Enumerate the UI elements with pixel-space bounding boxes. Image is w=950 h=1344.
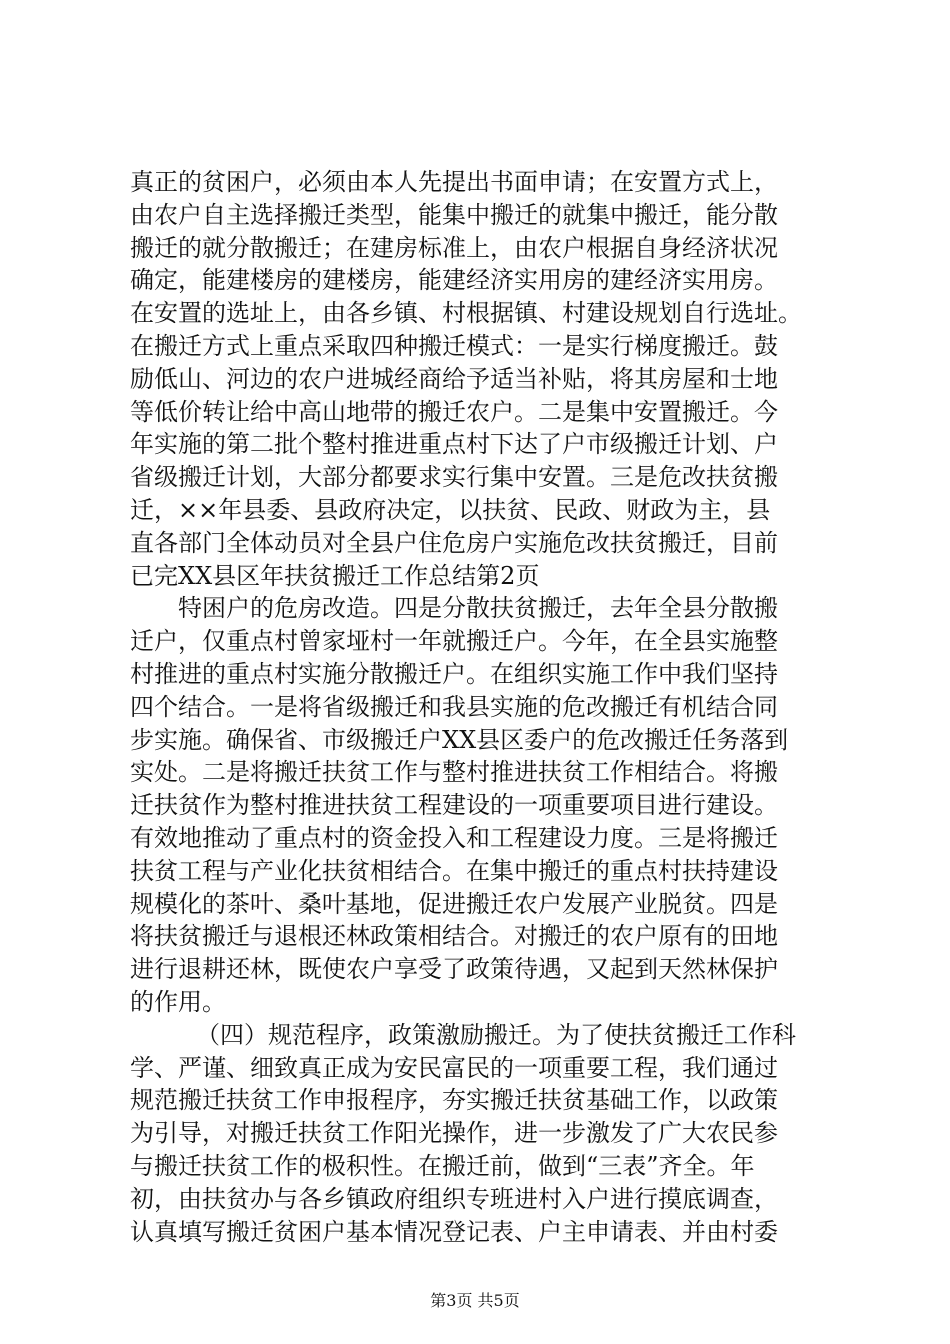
text-line: 励低山、河边的农户进城经商给予适当补贴，将其房屋和士地 — [130, 364, 778, 393]
page-footer — [0, 1288, 950, 1311]
text-line: 学、严谨、细致真正成为安民富民的一项重要工程，我们通过 — [130, 1053, 778, 1082]
text-line: 省级搬迁计划，大部分都要求实行集中安置。三是危改扶贫搬 — [130, 463, 778, 492]
text-line: 实处。二是将搬迁扶贫工作与整村推进扶贫工作相结合。将搬 — [130, 758, 778, 787]
text-line: 认真填写搬迁贫困户基本情况登记表、户主申请表、并由村委 — [130, 1217, 778, 1246]
text-line: 在安置的选址上，由各乡镇、村根据镇、村建设规划自行选址。 — [130, 299, 802, 328]
text-line: 迁户，仅重点村曾家垭村一年就搬迁户。今年，在全县实施整 — [130, 627, 778, 656]
text-line: 规模化的茶叶、桑叶基地，促进搬迁农户发展产业脱贫。四是 — [130, 889, 778, 918]
page-number: 第3页 共5页 — [430, 1291, 520, 1310]
text-line: 扶贫工程与产业化扶贫相结合。在集中搬迁的重点村扶持建设 — [130, 856, 778, 885]
text-line: 在搬迁方式上重点采取四种搬迁模式：一是实行梯度搬迁。鼓 — [130, 331, 778, 360]
text-line: 为引导，对搬迁扶贫工作阳光操作，进一步激发了广大农民参 — [130, 1119, 778, 1148]
text-line: 初，由扶贫办与各乡镇政府组织专班进村入户进行摸底调查， — [130, 1184, 778, 1213]
text-line: 已完XX县区年扶贫搬迁工作总结第2页 — [130, 561, 540, 590]
text-line: 由农户自主选择搬迁类型，能集中搬迁的就集中搬迁，能分散 — [130, 200, 778, 229]
text-line: 的作用。 — [130, 987, 226, 1016]
paragraph-first-line: 特困户的危房改造。四是分散扶贫搬迁，去年全县分散搬 — [178, 594, 778, 623]
text-line: 步实施。确保省、市级搬迁户XX县区委户的危改搬迁任务落到 — [130, 725, 789, 754]
text-line: 有效地推动了重点村的资金投入和工程建设力度。三是将搬迁 — [130, 823, 778, 852]
text-line: 迁扶贫作为整村推进扶贫工程建设的一项重要项目进行建设。 — [130, 791, 778, 820]
document-body — [130, 166, 850, 1248]
text-line: 将扶贫搬迁与退根还林政策相结合。对搬迁的农户原有的田地 — [130, 922, 778, 951]
text-line: 与搬迁扶贫工作的极积性。在搬迁前，做到“三表”齐全。年 — [130, 1151, 755, 1180]
text-line: 真正的贫困户，必须由本人先提出书面申请；在安置方式上， — [130, 168, 778, 196]
text-line: 村推进的重点村实施分散搬迁户。在组织实施工作中我们坚持 — [130, 659, 778, 688]
text-line: 四个结合。一是将省级搬迁和我县实施的危改搬迁有机结合同 — [130, 692, 778, 721]
text-line: 直各部门全体动员对全县户住危房户实施危改扶贫搬迁，目前 — [130, 528, 778, 557]
text-line: 进行退耕还林，既使农户享受了政策待遇，又起到天然林保护 — [130, 955, 778, 984]
text-line: 迁，××年县委、县政府决定，以扶贫、民政、财政为主，县 — [130, 495, 771, 524]
section-heading-line: （四）规范程序，政策激励搬迁。为了使扶贫搬迁工作科 — [196, 1020, 796, 1049]
text-line: 年实施的第二批个整村推进重点村下达了户市级搬迁计划、户 — [130, 430, 778, 459]
text-line: 搬迁的就分散搬迁；在建房标准上，由农户根据自身经济状况 — [130, 233, 778, 262]
text-line: 等低价转让给中高山地带的搬迁农户。二是集中安置搬迁。今 — [130, 397, 778, 426]
text-line: 规范搬迁扶贫工作申报程序，夯实搬迁扶贫基础工作，以政策 — [130, 1086, 778, 1115]
text-line: 确定，能建楼房的建楼房，能建经济实用房的建经济实用房。 — [130, 266, 778, 295]
